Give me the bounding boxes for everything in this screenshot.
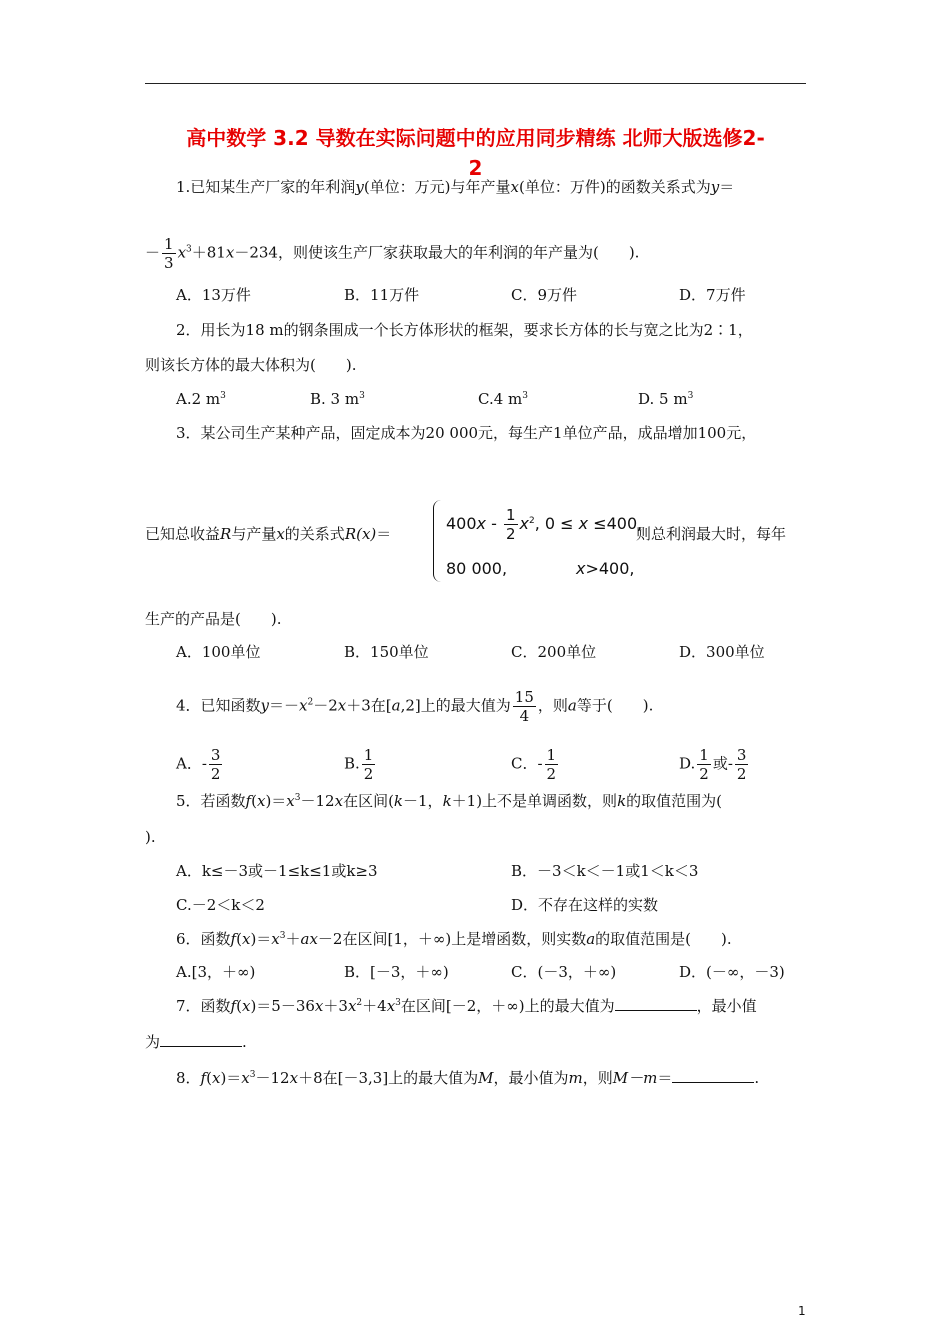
fraction: $\frac{1}{2}$: [699, 746, 709, 783]
q5-option-d: D．不存在这样的实数: [511, 896, 659, 914]
q5-line-1: 5．若函数$f(x)=x^3-12x$在区间(k－1，k＋1)上不是单调函数，则k的取值范围为(: [176, 792, 723, 810]
page-number: 1: [798, 1304, 806, 1318]
answer-blank[interactable]: [160, 1032, 242, 1047]
q5-option-c: C.－2＜k＜2: [176, 896, 265, 914]
q4-line-1: 4．已知函数$y=-x^2-2x+3$在[a,2]上的最大值为 $\frac{15}{4}$ ，则a等于( ).: [176, 688, 654, 725]
q5-option-b: B．－3＜k＜－1或1＜k＜3: [511, 862, 699, 880]
fraction: $\frac{1}{3}$: [164, 235, 174, 272]
fraction: $\frac{1}{2}$: [363, 746, 374, 783]
q3-option-d: D．300单位: [679, 643, 765, 661]
q2-option-d: D. 5 $m^3$: [638, 390, 694, 408]
q6-option-b: B．[－3，＋∞): [344, 963, 449, 981]
fraction: $\frac{3}{2}$: [210, 746, 221, 783]
q5-option-a: A．k≤－3或－1≤k≤1或k≥3: [176, 862, 378, 880]
answer-blank[interactable]: [672, 1068, 754, 1083]
q2-option-a: A.2 $m^3$: [176, 390, 226, 408]
piecewise-case-2-condition: x>400,: [576, 559, 635, 578]
q6-option-d: D．(－∞，－3): [679, 963, 785, 981]
q3-line-2: 已知总收益R与产量x的关系式R(x)＝: [145, 525, 392, 543]
piecewise-case-2: 80 000,: [446, 559, 508, 578]
q6-option-a: A.[3，＋∞): [176, 963, 256, 981]
title-line-2: 2: [468, 156, 483, 180]
document-title: [145, 123, 806, 183]
q2-option-c: C.4 $m^3$: [478, 390, 528, 408]
fraction: $\frac{1}{2}$: [546, 746, 557, 783]
title-line-1: 高中数学 3.2 导数在实际问题中的应用同步精练 北师大版选修2-: [186, 126, 765, 150]
q1-option-b: B．11万件: [344, 286, 420, 304]
q6-line-1: 6．函数$f(x)=x^3+ax-2$在区间[1，＋∞)上是增函数，则实数a的取值范围是( ).: [176, 930, 732, 948]
q2-option-b: B. 3 $m^3$: [310, 390, 365, 408]
q1-option-d: D．7万件: [679, 286, 746, 304]
q1-line-2: － $\frac{1}{3}$ $x^3+81x-234$，则使该生产厂家获取最大的年利润的年产量为( ).: [145, 235, 640, 272]
q7-line-1: 7．函数$f(x)=5-36x+3x^2+4x^3$在区间[－2，＋∞)上的最大值为 ，最小值: [176, 997, 757, 1015]
q3-line-2-tail: 则总利润最大时，每年: [636, 525, 787, 543]
fraction: $\frac{15}{4}$: [514, 688, 534, 725]
q1-option-a: A．13万件: [176, 286, 251, 304]
answer-blank[interactable]: [615, 996, 697, 1011]
q3-option-a: A．100单位: [176, 643, 261, 661]
q3-line-1: 3．某公司生产某种产品，固定成本为20 000元，每生产1单位产品，成品增加100元，: [176, 424, 757, 442]
piecewise-brace: [433, 500, 442, 582]
header-rule: [145, 83, 806, 84]
q3-option-b: B．150单位: [344, 643, 429, 661]
q7-line-2: 为 .: [145, 1033, 247, 1051]
fraction: $\frac{1}{2}$: [505, 506, 516, 543]
q4-option-c: C．- $\frac{1}{2}$: [511, 746, 557, 783]
q5-line-2: ).: [145, 828, 156, 846]
q6-option-c: C．(－3，＋∞): [511, 963, 617, 981]
fraction: $\frac{3}{2}$: [736, 746, 747, 783]
q4-option-a: A．- $\frac{3}{2}$: [176, 746, 221, 783]
q1-option-c: C．9万件: [511, 286, 578, 304]
q2-line-2: 则该长方体的最大体积为( ).: [145, 356, 357, 374]
q4-option-b: B. $\frac{1}{2}$: [344, 746, 374, 783]
q3-line-3: 生产的产品是( ).: [145, 610, 282, 628]
q2-line-1: 2．用长为18 m的钢条围成一个长方体形状的框架，要求长方体的长与宽之比为2∶1，: [176, 321, 753, 339]
q8-line-1: 8．$f(x)=x^3-12x+8$在[－3,3]上的最大值为M，最小值为m，则M－m＝ .: [176, 1069, 760, 1087]
piecewise-case-1: 400x - $\frac{1}{2}$ $x^2$, 0 ≤ x ≤400,: [446, 506, 643, 543]
q3-option-c: C．200单位: [511, 643, 597, 661]
q4-option-d: D. $\frac{1}{2}$ 或- $\frac{3}{2}$: [679, 746, 747, 783]
q1-line-1: 1.已知某生产厂家的年利润y(单位：万元)与年产量x(单位：万件)的函数关系式为y＝: [176, 178, 735, 196]
